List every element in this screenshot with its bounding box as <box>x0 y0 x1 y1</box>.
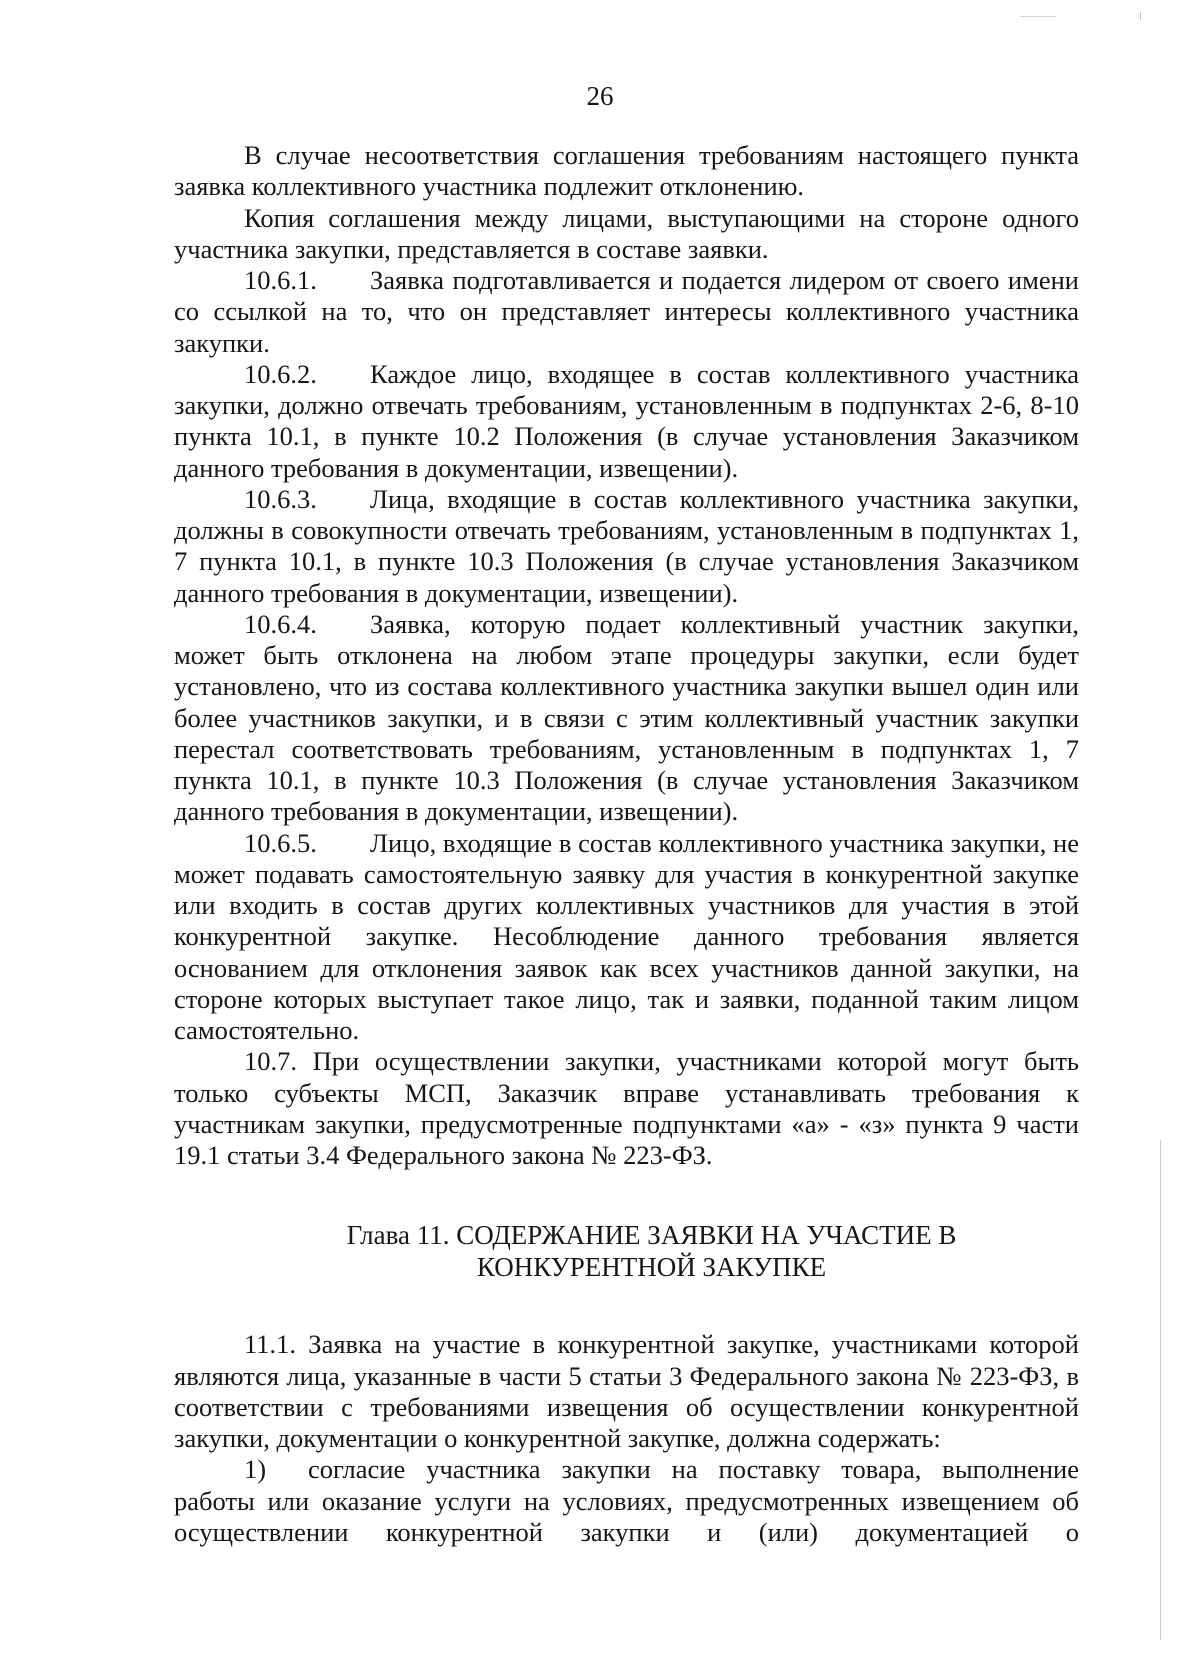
paragraph: В случае несоответствия соглашения требованиям настоящего пункта заявка коллективного участника подлежит отклонению. <box>174 140 1079 202</box>
scan-artifact-dot <box>1140 12 1141 20</box>
clause-number: 10.6.4. <box>244 608 317 639</box>
chapter-heading <box>174 1219 1079 1283</box>
clause-text: Лицо, входящие в состав коллективного участника закупки, не может подавать самостоятельную заявку для участия в конкурентной закупке или входить в состав других коллективных участников для участия в этой конкурентной закупке. Несоблюдение данного требования является основанием для отклонения заявок как всех участников данной закупки, на стороне которых выступает такое лицо, так и заявки, поданной таким лицом самостоятельно. <box>174 827 1079 1045</box>
scan-artifact-dash <box>1020 16 1056 17</box>
list-item <box>174 1454 1079 1548</box>
page-number: 26 <box>586 81 614 111</box>
document-body <box>174 140 1079 1548</box>
chapter-heading-line: Глава 11. СОДЕРЖАНИЕ ЗАЯВКИ НА УЧАСТИЕ В <box>346 1220 957 1251</box>
scan-artifact-line <box>1160 1140 1161 1640</box>
clause-10-7: 10.7. При осуществлении закупки, участниками которой могут быть только субъекты МСП, Заказчик вправе устанавливать требования к участникам закупки, предусмотренные подпунктами «а» - «з» пункта 9 части 19.1 статьи 3.4 Федерального закона № 223-ФЗ. <box>174 1046 1079 1170</box>
clause-text: Каждое лицо, входящее в состав коллективного участника закупки, должно отвечать требованиям, установленным в подпунктах 2-6, 8-10 пункта 10.1, в пункте 10.2 Положения (в случае установления Заказчиком данного требования в документации, извещении). <box>174 358 1079 483</box>
clause-number: 10.6.1. <box>244 265 317 295</box>
clause-number: 10.6.2. <box>244 358 317 389</box>
list-item-number: 1) <box>244 1454 267 1485</box>
clause-10-6-5 <box>174 828 1079 1047</box>
clause-number: 10.6.3. <box>244 483 317 514</box>
paragraph: Копия соглашения между лицами, выступающими на стороне одного участника закупки, представляется в составе заявки. <box>174 202 1079 264</box>
clause-10-6-2 <box>174 359 1079 484</box>
list-item-text: согласие участника закупки на поставку товара, выполнение работы или оказание услуги на условиях, предусмотренных извещением об осуществлении конкурентной закупки и (или) документацией о <box>174 1454 1079 1547</box>
clause-11-1: 11.1. Заявка на участие в конкурентной закупке, участниками которой являются лица, указанные в части 5 статьи 3 Федерального закона № 223-ФЗ, в соответствии с требованиями извещения об осуществлении конкурентной закупки, документации о конкурентной закупке, должна содержать: <box>174 1329 1079 1453</box>
clause-text: Лица, входящие в состав коллективного участника закупки, должны в совокупности отвечать требованиям, установленным в подпунктах 1, 7 пункта 10.1, в пункте 10.3 Положения (в случае установления Заказчиком данного требования в документации, извещении). <box>174 483 1079 608</box>
clause-10-6-1 <box>174 265 1079 359</box>
clause-text: Заявка, которую подает коллективный участник закупки, может быть отклонена на любом этапе процедуры закупки, если будет установлено, что из состава коллективного участника закупки вышел один или более участников закупки, и в связи с этим коллективный участник закупки перестал соответствовать требованиям, установленным в подпунктах 1, 7 пункта 10.1, в пункте 10.3 Положения (в случае установления Заказчиком данного требования в документации, извещении). <box>174 608 1079 827</box>
clause-10-6-4 <box>174 609 1079 828</box>
clause-number: 10.6.5. <box>244 827 317 858</box>
chapter-heading-line: КОНКУРЕНТНОЙ ЗАКУПКЕ <box>476 1252 827 1283</box>
clause-10-6-3 <box>174 484 1079 609</box>
clause-text: Заявка подготавливается и подается лидером от своего имени со ссылкой на то, что он представляет интересы коллективного участника закупки. <box>174 265 1079 358</box>
